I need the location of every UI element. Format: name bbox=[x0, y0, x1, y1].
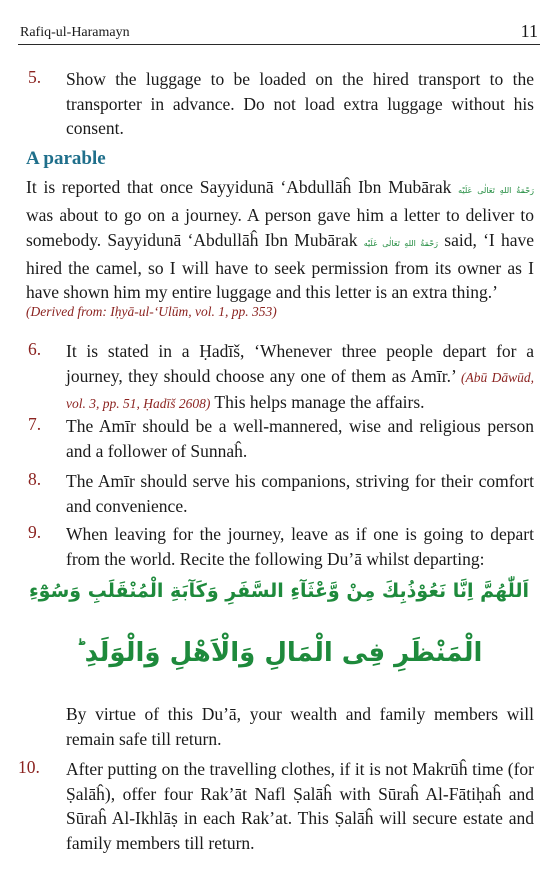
item-text: When leaving for the journey, leave as if one is going to depart from the world. Recite the following Du’ā whilst departing: bbox=[66, 524, 534, 569]
page-header bbox=[18, 18, 540, 45]
honorific-mark-2: رَحْمَةُ اللهِ تَعَالٰى عَلَيْه bbox=[363, 238, 439, 248]
page-number: 11 bbox=[520, 21, 538, 41]
honorific-mark: رَحْمَةُ اللهِ تَعَالٰى عَلَيْه bbox=[458, 186, 535, 195]
hadith-citation: (Abū Dāwūd, vol. 3, pp. 51, Ḥadīš 2608) bbox=[66, 369, 534, 411]
item-text: Show the luggage to be loaded on the hired transport to the transporter in advance. Do not load extra luggage without his consent. bbox=[66, 69, 534, 138]
item-number: 8. bbox=[28, 469, 42, 489]
item-number: 10. bbox=[18, 757, 40, 777]
item6-text-b: This helps manage the affairs. bbox=[210, 392, 425, 412]
running-title: Rafiq-ul-Haramayn bbox=[20, 25, 130, 40]
parable-text-3: said, ‘I have hired the camel, so I will have to seek permission from its owner as I have shown him my entire luggage and this letter is an extra thing.’ bbox=[26, 229, 535, 303]
item-text: The Amīr should be a well-mannered, wise and religious person and a follower of Sunnaĥ. bbox=[66, 416, 534, 461]
parable-paragraph bbox=[26, 175, 534, 304]
item-number: 9. bbox=[28, 522, 42, 542]
parable-citation: (Derived from: Iḥyā-ul-‘Ulūm, vol. 1, pp. 353) bbox=[26, 304, 277, 319]
dua-line-2: الْمَنْظَرِ فِی الْمَالِ وَالْاَهْلِ وَالْوَلَدِ ؕ bbox=[75, 638, 483, 668]
item-number: 7. bbox=[28, 414, 42, 434]
dua-line-1: اَللّٰهُمَّ اِنَّا نَعُوْذُبِكَ مِنْ وَّعْثَآءِ السَّفَرِ وَكَآبَةِ الْمُنْقَلَبِ وَسُوْٓءِ bbox=[28, 580, 530, 602]
item6-text-a: It is stated in a Ḥadīš, ‘Whenever three people depart for a journey, they should choose any one of them as Amīr.’ bbox=[66, 341, 534, 386]
parable-text-2: was about to go on a journey. A person gave him a letter to deliver to somebody. Sayyidunā ‘Abdullāĥ Ibn Mubārak bbox=[26, 205, 534, 250]
item-number: 5. bbox=[28, 67, 42, 87]
item-number: 6. bbox=[28, 339, 42, 359]
dua-virtue: By virtue of this Du’ā, your wealth and family members will remain safe till return. bbox=[66, 704, 534, 749]
item-text: After putting on the travelling clothes, if it is not Makrūĥ time (for Ṣalāĥ), offer four Rak’āt Nafl Ṣalāĥ with Sūraĥ Al-Fātiḥaĥ and Sūraĥ Al-Ikhlāṣ in each Rak’at. This Ṣalāĥ will secure estate and family members till return. bbox=[66, 759, 534, 853]
item-text: The Amīr should serve his companions, striving for their comfort and convenience. bbox=[66, 471, 534, 516]
item-text bbox=[66, 339, 534, 417]
section-heading: A parable bbox=[26, 148, 106, 169]
parable-text-1: It is reported that once Sayyidunā ‘Abdullāĥ Ibn Mubārak bbox=[26, 177, 459, 197]
